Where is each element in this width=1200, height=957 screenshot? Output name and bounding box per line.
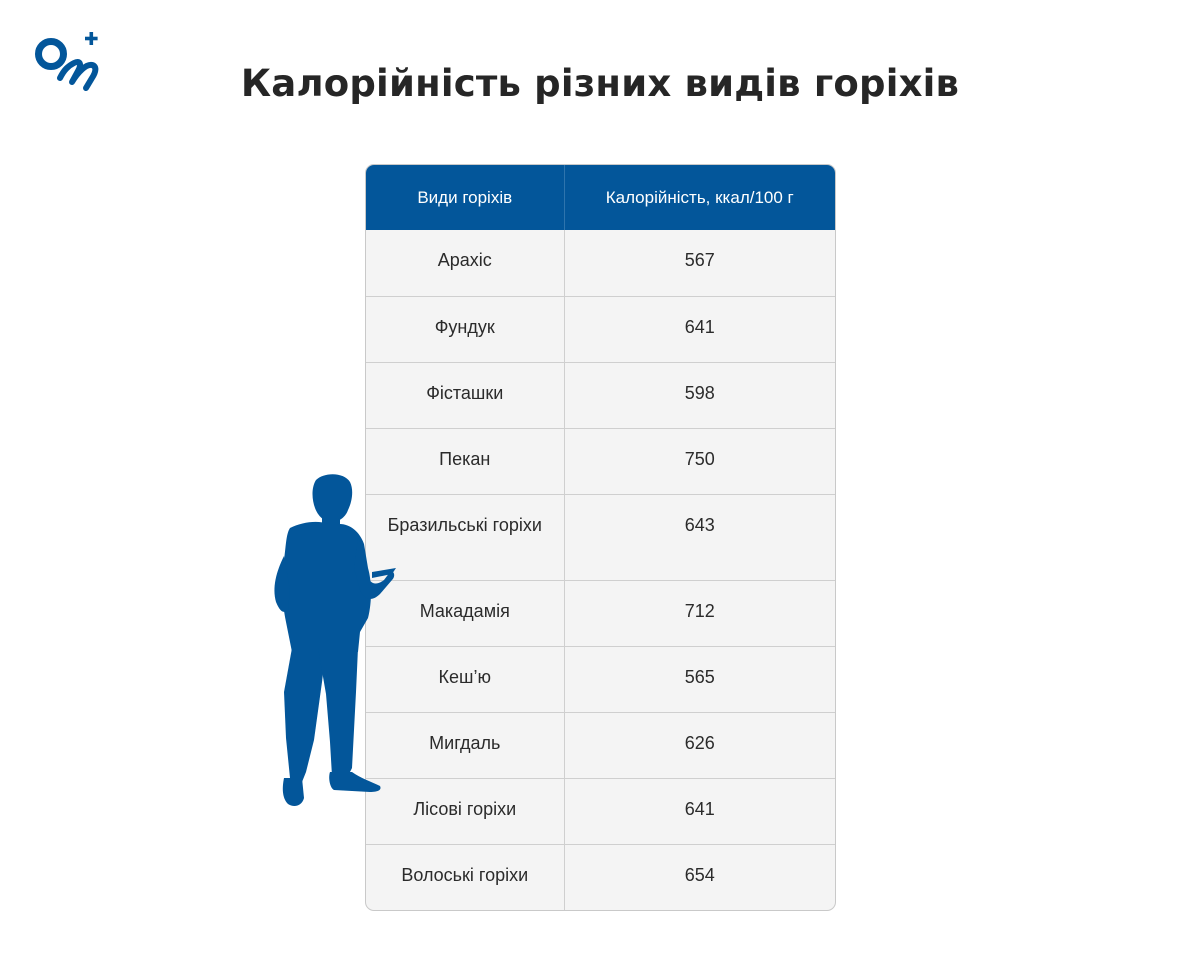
nut-name-cell: Кеш’ю — [366, 646, 564, 712]
table-header-row — [366, 165, 835, 230]
calorie-value-cell: 712 — [564, 580, 835, 646]
calorie-value-cell: 565 — [564, 646, 835, 712]
nut-name-cell: Мигдаль — [366, 712, 564, 778]
table-row — [366, 428, 835, 494]
calorie-value-cell: 643 — [564, 494, 835, 580]
calorie-table-container — [365, 164, 836, 911]
person-silhouette-icon — [268, 472, 398, 808]
page-title: Калорійність різних видів горіхів — [240, 62, 960, 105]
table-row — [366, 494, 835, 580]
nut-name-cell: Арахіс — [366, 230, 564, 296]
table-row — [366, 230, 835, 296]
column-header-nut-type: Види горіхів — [366, 165, 564, 230]
table-row — [366, 844, 835, 910]
table-row — [366, 580, 835, 646]
nut-name-cell: Фісташки — [366, 362, 564, 428]
calorie-value-cell: 641 — [564, 778, 835, 844]
table-row — [366, 296, 835, 362]
calorie-value-cell: 750 — [564, 428, 835, 494]
nut-name-cell: Бразильські горіхи — [366, 494, 564, 580]
table-row — [366, 362, 835, 428]
calorie-table — [366, 165, 835, 910]
nut-name-cell: Пекан — [366, 428, 564, 494]
calorie-value-cell: 567 — [684, 250, 715, 270]
table-row — [366, 778, 835, 844]
calorie-value-cell: 654 — [564, 844, 835, 910]
calorie-value-cell: 626 — [564, 712, 835, 778]
nut-name-cell: Фундук — [366, 296, 564, 362]
nut-name-cell: Лісові горіхи — [366, 778, 564, 844]
calorie-value-cell: 598 — [564, 362, 835, 428]
calorie-value-cell: 641 — [564, 296, 835, 362]
nut-name-cell: Волоські горіхи — [366, 844, 564, 910]
nut-name-cell: Макадамія — [366, 580, 564, 646]
table-row — [366, 712, 835, 778]
column-header-calories: Калорійність, ккал/100 г — [564, 165, 835, 230]
table-row — [366, 646, 835, 712]
